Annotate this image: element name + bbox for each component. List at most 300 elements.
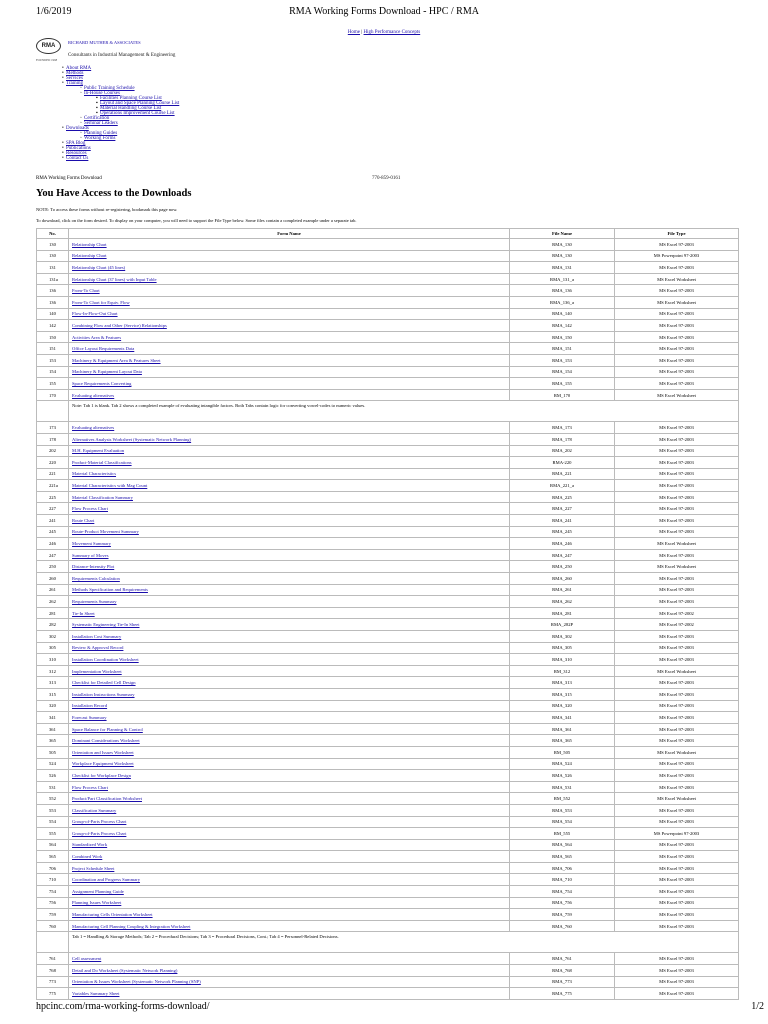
form-download-link[interactable]: Installation Record	[72, 703, 108, 709]
file-name: RMA_760	[510, 920, 615, 932]
table-row	[37, 816, 739, 828]
file-type: MS Excel 97-2003	[615, 712, 739, 724]
form-number: 136	[37, 285, 69, 297]
form-name-cell	[69, 480, 510, 492]
nav-link[interactable]: SPA Blog	[66, 141, 86, 146]
form-download-link[interactable]: Material Characteristics with Mag Count	[72, 483, 148, 489]
nav-link[interactable]: Public Training Schedule	[84, 86, 135, 91]
file-type: MS Excel 97-2003	[615, 839, 739, 851]
form-download-link[interactable]: Orientation & Issues Worksheet (Systematic Network Planning (SNP)	[72, 979, 201, 985]
file-type: MS Excel 97-2003	[615, 422, 739, 434]
form-name-cell	[69, 874, 510, 886]
nav-link[interactable]: Certification	[84, 116, 110, 121]
form-name-cell	[69, 573, 510, 585]
form-download-link[interactable]: Activities Area & Features	[72, 334, 122, 340]
form-download-link[interactable]: Methods Specification and Requirements	[72, 587, 148, 593]
table-row	[37, 665, 739, 677]
form-download-link[interactable]: Space Requirements Converting	[72, 380, 132, 386]
table-row	[37, 308, 739, 320]
rma-logo[interactable]: RMA	[36, 38, 61, 54]
file-type: MS Excel 97-2003	[615, 491, 739, 503]
form-name-cell	[69, 343, 510, 355]
file-type: MS Excel 97-2003	[615, 953, 739, 965]
table-row	[37, 480, 739, 492]
company-name[interactable]: RICHARD MUTHER & ASSOCIATES	[68, 40, 141, 45]
file-type: MS Excel 97-2003	[615, 723, 739, 735]
nav-list	[36, 66, 179, 161]
file-type: MS Excel Worksheet	[615, 561, 739, 573]
table-row	[37, 561, 739, 573]
print-footer	[0, 1001, 768, 1015]
form-download-link[interactable]: Tie-In Sheet	[72, 610, 95, 616]
form-name-cell	[69, 239, 510, 251]
file-name: RMA_302	[510, 631, 615, 643]
file-type: MS Excel 97-2003	[615, 596, 739, 608]
nav-link[interactable]: Operations Improvement Course List	[100, 111, 175, 116]
form-download-link[interactable]: Space Balance for Planning & Control	[72, 726, 143, 732]
form-number: 131a	[37, 273, 69, 285]
form-number: 227	[37, 503, 69, 515]
table-row	[37, 273, 739, 285]
page-url: hpcinc.com/rma-working-forms-download/	[36, 1001, 210, 1012]
main-nav	[36, 66, 179, 161]
file-type: MS Excel 97-2003	[615, 503, 739, 515]
file-name: RMA_247	[510, 549, 615, 561]
table-note: Note: Tab 1 is blank. Tab 2 shows a completed example of evaluating intangible factors. Both Tabs contain logic for converting vowel-codes to numeric values.	[69, 401, 739, 422]
form-download-link[interactable]: Coordination and Progress Summary	[72, 877, 141, 883]
form-number: 154	[37, 366, 69, 378]
form-download-link[interactable]: Checklist for Workplace Design	[72, 772, 131, 778]
table-row	[37, 804, 739, 816]
nav-link[interactable]: Downloads	[66, 126, 89, 131]
file-type: MS Excel 97-2003	[615, 909, 739, 921]
table-row	[37, 491, 739, 503]
file-name: RM_552	[510, 793, 615, 805]
form-name-cell	[69, 607, 510, 619]
form-number: 225	[37, 491, 69, 503]
form-number: 130	[37, 250, 69, 262]
form-name-cell	[69, 538, 510, 550]
file-name: RMA_260	[510, 573, 615, 585]
form-number: 341	[37, 712, 69, 724]
form-name-cell	[69, 920, 510, 932]
nav-link[interactable]: Contact Us	[66, 156, 89, 161]
table-row	[37, 746, 739, 758]
file-name: RMA_178	[510, 433, 615, 445]
file-type: MS Excel 97-2003	[615, 468, 739, 480]
form-download-link[interactable]: From-To Chart for Equiv. Flow	[72, 299, 130, 305]
form-number: 220	[37, 457, 69, 469]
form-number: 131	[37, 262, 69, 274]
nav-link[interactable]: Publications	[66, 146, 91, 151]
form-number: 221	[37, 468, 69, 480]
file-name: RMA_261	[510, 584, 615, 596]
file-name: RMA_554	[510, 816, 615, 828]
form-download-link[interactable]: Detail and Do Worksheet (Systematic Network Planning)	[72, 967, 178, 973]
form-name-cell	[69, 378, 510, 390]
form-name-cell	[69, 549, 510, 561]
note-spacer-cell	[37, 932, 69, 953]
form-number: 365	[37, 735, 69, 747]
table-row	[37, 631, 739, 643]
form-download-link[interactable]: Project Schedule Sheet	[72, 865, 115, 871]
file-type: MS Excel 97-2002	[615, 607, 739, 619]
print-page-title: RMA Working Forms Download - HPC / RMA	[289, 6, 479, 17]
form-download-link[interactable]: Installation Coordination Worksheet	[72, 656, 139, 662]
form-number: 142	[37, 320, 69, 332]
table-note-row	[37, 932, 739, 953]
nav-link[interactable]: Facilities Planning Course List	[100, 96, 162, 101]
nav-link[interactable]: Material Handling Course List	[100, 106, 162, 111]
file-name: RMA_759	[510, 909, 615, 921]
file-type: MS Excel 97-2003	[615, 770, 739, 782]
form-number: 761	[37, 953, 69, 965]
table-row	[37, 735, 739, 747]
form-number: 155	[37, 378, 69, 390]
file-name: RMA_221	[510, 468, 615, 480]
file-type: MS Excel 97-2003	[615, 862, 739, 874]
form-download-link[interactable]: Flow-In-Flow-Out Chart	[72, 311, 118, 317]
form-download-link[interactable]: Machinery & Equipment Area & Features Sheet	[72, 357, 161, 363]
form-number: 150	[37, 331, 69, 343]
table-header-row	[37, 229, 739, 239]
file-name: RMA_262	[510, 596, 615, 608]
file-name: RMA_524	[510, 758, 615, 770]
form-number: 305	[37, 642, 69, 654]
file-name: RMA_361	[510, 723, 615, 735]
form-name-cell	[69, 354, 510, 366]
table-body	[37, 239, 739, 1000]
form-number: 531	[37, 781, 69, 793]
file-type: MS Excel 97-2003	[615, 851, 739, 863]
file-name: RMA_282P	[510, 619, 615, 631]
file-name: RMA-220	[510, 457, 615, 469]
table-row	[37, 296, 739, 308]
file-name: RMA_775	[510, 988, 615, 1000]
form-number: 221a	[37, 480, 69, 492]
form-name-cell	[69, 665, 510, 677]
form-download-link[interactable]: Evaluating alternatives	[72, 425, 115, 431]
form-download-link[interactable]: Implementation Worksheet	[72, 668, 122, 674]
form-download-link[interactable]: Workplace Equipment Worksheet	[72, 761, 134, 767]
file-name: RM_170	[510, 389, 615, 401]
file-type: MS Excel 97-2003	[615, 700, 739, 712]
file-type: MS Excel 97-2003	[615, 677, 739, 689]
file-type: MS Excel 97-2002	[615, 619, 739, 631]
form-name-cell	[69, 596, 510, 608]
header-no: No.	[37, 229, 69, 239]
form-number: 241	[37, 515, 69, 527]
table-row	[37, 828, 739, 840]
home-link[interactable]: Home	[347, 30, 361, 35]
file-type: MS Excel 97-2003	[615, 584, 739, 596]
form-number: 312	[37, 665, 69, 677]
form-download-link[interactable]: Product/Part Classification Worksheet	[72, 796, 142, 802]
file-name: RM_312	[510, 665, 615, 677]
form-download-link[interactable]: Installation Cost Summary	[72, 633, 122, 639]
header-form-name: Form Name	[69, 229, 510, 239]
table-row	[37, 862, 739, 874]
nav-link[interactable]: Seminar Leaders	[84, 121, 118, 126]
form-download-link[interactable]: Group-of-Parts Process Chart	[72, 830, 127, 836]
print-header	[0, 6, 768, 20]
file-name: RMA_565	[510, 851, 615, 863]
file-type: MS Excel 97-2003	[615, 239, 739, 251]
form-number: 247	[37, 549, 69, 561]
form-number: 564	[37, 839, 69, 851]
form-download-link[interactable]: Material Characteristics	[72, 471, 117, 477]
form-download-link[interactable]: Evaluating alternatives	[72, 392, 115, 398]
file-name: RMA_526	[510, 770, 615, 782]
file-type: MS Excel 97-2003	[615, 897, 739, 909]
form-name-cell	[69, 296, 510, 308]
table-row	[37, 433, 739, 445]
nav-link[interactable]: Resources	[66, 151, 87, 156]
form-download-link[interactable]: Route-Product Movement Summary	[72, 529, 139, 535]
file-name: RMA_173	[510, 422, 615, 434]
form-download-link[interactable]: M.H. Equipment Evaluation	[72, 448, 125, 454]
form-number: 754	[37, 886, 69, 898]
file-name: RMA_250	[510, 561, 615, 573]
table-row	[37, 793, 739, 805]
form-name-cell	[69, 654, 510, 666]
file-type: MS Excel Worksheet	[615, 296, 739, 308]
form-download-link[interactable]: Flow Process Chart	[72, 506, 108, 512]
file-type: MS Excel 97-2003	[615, 320, 739, 332]
address-text: RMA Working Forms Download	[36, 176, 102, 181]
form-name-cell	[69, 445, 510, 457]
form-number: 281	[37, 607, 69, 619]
file-type: MS Excel 97-2003	[615, 920, 739, 932]
form-number: 302	[37, 631, 69, 643]
table-row	[37, 988, 739, 1000]
nav-link[interactable]: Layout and Space Planning Course List	[100, 101, 180, 106]
form-name-cell	[69, 503, 510, 515]
form-download-link[interactable]: Cell assessment	[72, 956, 102, 962]
file-name: RMA_564	[510, 839, 615, 851]
table-row	[37, 909, 739, 921]
form-download-link[interactable]: Standardized Work	[72, 842, 108, 848]
table-row	[37, 250, 739, 262]
form-download-link[interactable]: Dominant Considerations Worksheet	[72, 738, 140, 744]
form-download-link[interactable]: Distance-Intensity Plot	[72, 564, 115, 570]
form-download-link[interactable]: Forecast Summary	[72, 714, 107, 720]
file-type: MS Excel 97-2003	[615, 308, 739, 320]
file-name: RMA_153	[510, 354, 615, 366]
file-type: MS Excel 97-2003	[615, 631, 739, 643]
form-name-cell	[69, 909, 510, 921]
form-number: 282	[37, 619, 69, 631]
file-type: MS Excel Worksheet	[615, 273, 739, 285]
file-name: RMA_136_a	[510, 296, 615, 308]
form-name-cell	[69, 366, 510, 378]
form-download-link[interactable]: Machinery & Equipment Layout Data	[72, 369, 142, 375]
form-download-link[interactable]: Systematic Engineering Tie-In Sheet	[72, 622, 140, 628]
nav-link[interactable]: About RMA	[66, 66, 92, 71]
form-download-link[interactable]: Product-Material Classifications	[72, 459, 132, 465]
form-download-link[interactable]: Combined Work	[72, 854, 103, 860]
form-number: 554	[37, 816, 69, 828]
form-download-link[interactable]: Manufacturing Cells Orientation Worksheet	[72, 912, 153, 918]
table-row	[37, 538, 739, 550]
hpc-link[interactable]: High Performance Concepts	[363, 30, 421, 35]
table-row	[37, 331, 739, 343]
form-download-link[interactable]: Relationship Chart	[72, 241, 107, 247]
form-download-link[interactable]: Requirements Calculation	[72, 575, 120, 581]
form-download-link[interactable]: Planning Issues Worksheet	[72, 900, 122, 906]
page-number: 1/2	[751, 1001, 764, 1012]
logo-founded-text: FOUNDED 1968	[36, 58, 58, 62]
form-download-link[interactable]: Orientation and Issues Worksheet	[72, 749, 134, 755]
file-name: RMA_130	[510, 239, 615, 251]
form-download-link[interactable]: Alternatives Analysis Worksheet (Systematic Network Planning)	[72, 436, 192, 442]
form-download-link[interactable]: Relationship Chart (45 lines)	[72, 264, 126, 270]
file-type: MS Excel 97-2003	[615, 965, 739, 977]
table-row	[37, 700, 739, 712]
table-row	[37, 723, 739, 735]
form-name-cell	[69, 631, 510, 643]
form-download-link[interactable]: Checklist for Detailed Cell Design	[72, 680, 136, 686]
form-name-cell	[69, 250, 510, 262]
file-type: MS Excel 97-2003	[615, 874, 739, 886]
file-name: RMA_706	[510, 862, 615, 874]
form-number: 361	[37, 723, 69, 735]
form-download-link[interactable]: Flow Process Chart	[72, 784, 108, 790]
table-row	[37, 389, 739, 401]
form-number: 202	[37, 445, 69, 457]
nav-link[interactable]: Training	[66, 81, 84, 86]
form-name-cell	[69, 515, 510, 527]
file-name: RMA_553	[510, 804, 615, 816]
form-name-cell	[69, 561, 510, 573]
table-row	[37, 770, 739, 782]
form-name-cell	[69, 781, 510, 793]
form-number: 153	[37, 354, 69, 366]
table-row	[37, 953, 739, 965]
form-download-link[interactable]: Group-of-Parts Process Chart	[72, 819, 127, 825]
form-download-link[interactable]: Classification Summary	[72, 807, 117, 813]
file-name: RMA_756	[510, 897, 615, 909]
file-type: MS Excel 97-2003	[615, 480, 739, 492]
form-name-cell	[69, 688, 510, 700]
file-type: MS Excel 97-2003	[615, 445, 739, 457]
form-name-cell	[69, 976, 510, 988]
table-row	[37, 642, 739, 654]
form-number: 320	[37, 700, 69, 712]
table-note: Tab 1 = Handling & Storage Methods; Tab 2 = Procedural Decisions; Tab 3 = Procedural Decisions, Cont.; Tab 4 = Personnel-Related Decisions.	[69, 932, 739, 953]
company-tagline: Consultants in Industrial Management & Engineering	[68, 53, 176, 58]
form-download-link[interactable]: Review & Approval Record	[72, 645, 124, 651]
form-number: 136	[37, 296, 69, 308]
table-row	[37, 839, 739, 851]
file-name: RM_555	[510, 828, 615, 840]
file-type: MS Excel 97-2003	[615, 816, 739, 828]
file-type: MS Excel 97-2003	[615, 343, 739, 355]
form-download-link[interactable]: Assignment Planning Guide	[72, 888, 124, 894]
table-row	[37, 607, 739, 619]
form-number: 760	[37, 920, 69, 932]
file-name: RMA_313	[510, 677, 615, 689]
form-name-cell	[69, 988, 510, 1000]
form-name-cell	[69, 758, 510, 770]
form-name-cell	[69, 862, 510, 874]
file-name: RMA_768	[510, 965, 615, 977]
table-row	[37, 677, 739, 689]
file-type: MS Excel 97-2003	[615, 378, 739, 390]
table-row	[37, 596, 739, 608]
form-name-cell	[69, 320, 510, 332]
file-type: MS Excel 97-2003	[615, 886, 739, 898]
form-download-link[interactable]: Summary of Moves	[72, 552, 109, 558]
form-name-cell	[69, 273, 510, 285]
nav-link[interactable]: Services	[66, 76, 83, 81]
form-name-cell	[69, 433, 510, 445]
file-name: RMA_221_a	[510, 480, 615, 492]
form-download-link[interactable]: Office Layout Requirements Data	[72, 346, 135, 352]
file-type: MS Excel 97-2003	[615, 366, 739, 378]
form-download-link[interactable]: Variables Summary Sheet	[72, 991, 120, 997]
form-download-link[interactable]: Route Chart	[72, 517, 95, 523]
file-name: RMA_365	[510, 735, 615, 747]
form-download-link[interactable]: Movement Summary	[72, 541, 111, 547]
form-download-link[interactable]: Relationship Chart	[72, 253, 107, 259]
form-name-cell	[69, 642, 510, 654]
table-row	[37, 515, 739, 527]
file-name: RMA_531	[510, 781, 615, 793]
file-type: MS Excel 97-2003	[615, 988, 739, 1000]
form-number: 130	[37, 239, 69, 251]
file-type: MS Excel 97-2003	[615, 285, 739, 297]
nav-link[interactable]: In-House Courses	[84, 91, 120, 96]
table-row	[37, 285, 739, 297]
table-row	[37, 781, 739, 793]
table-row	[37, 688, 739, 700]
file-name: RMA_131	[510, 262, 615, 274]
header-file-type: File Type	[615, 229, 739, 239]
form-number: 173	[37, 422, 69, 434]
file-name: RMA_761	[510, 953, 615, 965]
nav-link[interactable]: Working Forms	[84, 136, 116, 141]
form-name-cell	[69, 886, 510, 898]
file-type: MS Excel 97-2003	[615, 735, 739, 747]
table-row	[37, 262, 739, 274]
file-type: MS Excel 97-2003	[615, 526, 739, 538]
file-name: RMA_142	[510, 320, 615, 332]
nav-link[interactable]: Methods	[66, 71, 84, 76]
file-name: RMA_225	[510, 491, 615, 503]
table-row	[37, 468, 739, 480]
downloads-table	[36, 228, 739, 1000]
file-name: RMA_155	[510, 378, 615, 390]
file-name: RMA_245	[510, 526, 615, 538]
form-download-link[interactable]: Installation Instructions Summary	[72, 691, 135, 697]
form-download-link[interactable]: Relationship Chart (37 lines) with Input Table	[72, 276, 157, 282]
form-download-link[interactable]: Combining Flow and Other (Service) Relationships	[72, 322, 167, 328]
form-download-link[interactable]: From-To Chart	[72, 288, 100, 294]
table-row	[37, 422, 739, 434]
form-download-link[interactable]: Requirements Summary	[72, 599, 117, 605]
file-name: RMA_320	[510, 700, 615, 712]
form-download-link[interactable]: Material Classification Summary	[72, 494, 133, 500]
nav-link[interactable]: Planning Guides	[84, 131, 118, 136]
form-name-cell	[69, 770, 510, 782]
form-name-cell	[69, 422, 510, 434]
form-download-link[interactable]: Manufacturing Cell Planning Coupling & Integration Worksheet	[72, 923, 191, 929]
form-name-cell	[69, 816, 510, 828]
table-row	[37, 366, 739, 378]
form-number: 246	[37, 538, 69, 550]
file-type: MS Excel 97-2003	[615, 781, 739, 793]
